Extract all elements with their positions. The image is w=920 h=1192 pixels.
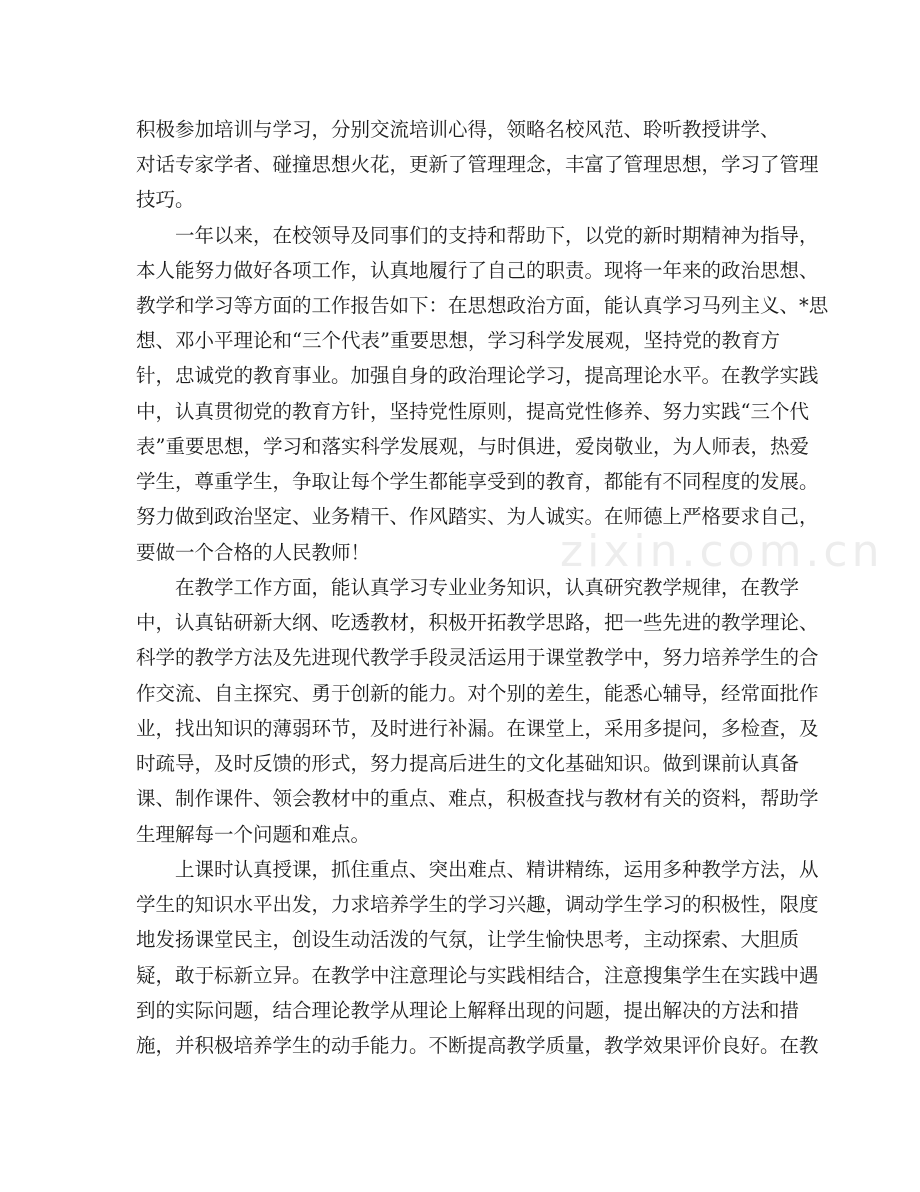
text-line: 积极参加培训与学习，分别交流培训心得，领略名校风范、聆听教授讲学、 [136,118,780,141]
text-line: 针，忠诚党的教育事业。加强自身的政治理论学习，提高理论水平。在教学实践 [136,364,819,387]
text-line: 本人能努力做好各项工作，认真地履行了自己的职责。现将一年来的政治思想、 [136,259,819,282]
text-line: 生理解每一个问题和难点。 [136,823,371,846]
text-line: 要做一个合格的人民教师！ [136,541,371,564]
text-line: 一年以来，在校领导及同事们的支持和帮助下，以党的新时期精神为指导， [175,224,819,247]
text-line: 学生的知识水平出发，力求培养学生的学习兴趣，调动学生学习的积极性，限度 [136,893,819,916]
text-line: 时疏导，及时反馈的形式，努力提高后进生的文化基础知识。做到课前认真备 [136,752,800,775]
text-line: 表”重要思想，学习和落实科学发展观，与时俱进，爱岗敬业，为人师表，热爱 [136,435,809,458]
text-line: 施，并积极培养学生的动手能力。不断提高教学质量，教学效果评价良好。在教 [136,1034,819,1057]
text-line: 业，找出知识的薄弱环节，及时进行补漏。在课堂上，采用多提问，多检查，及 [136,717,819,740]
text-line: 想、邓小平理论和“三个代表”重要思想，学习科学发展观，坚持党的教育方 [136,329,780,352]
text-line: 教学和学习等方面的工作报告如下：在思想政治方面，能认真学习马列主义、*思 [136,294,829,317]
text-line: 对话专家学者、碰撞思想火花，更新了管理理念，丰富了管理思想，学习了管理 [136,153,819,176]
text-line: 在教学工作方面，能认真学习专业业务知识，认真研究教学规律，在教学 [175,576,800,599]
text-line: 中，认真贯彻党的教育方针，坚持党性原则，提高党性修养、努力实践“三个代 [136,400,809,423]
text-line: 地发扬课堂民主，创设生动活泼的气氛，让学生愉快思考，主动探索、大胆质 [136,928,800,951]
text-line [136,1063,776,1099]
text-line: 上课时认真授课，抓住重点、突出难点、精讲精练，运用多种教学方法，从 [175,858,819,881]
watermark: zixin.com.cn [560,526,884,577]
text-line: 努力做到政治坚定、业务精干、作风踏实、为人诚实。在师德上严格要求自己， [136,505,819,528]
text-line: 作交流、自主探究、勇于创新的能力。对个别的差生，能悉心辅导，经常面批作 [136,682,819,705]
text-line: 到的实际问题，结合理论教学从理论上解释出现的问题，提出解决的方法和措 [136,999,800,1022]
text-line: 学生，尊重学生，争取让每个学生都能享受到的教育，都能有不同程度的发展。 [136,470,819,493]
text-line: 科学的教学方法及先进现代教学手段灵活运用于课堂教学中，努力培养学生的合 [136,646,819,669]
text-line: 中，认真钻研新大纲、吃透教材，积极开拓教学思路，把一些先进的教学理论、 [136,611,819,634]
text-line: 课、制作课件、领会教材中的重点、难点，积极查找与教材有关的资料，帮助学 [136,787,819,810]
text-line: 技巧。 [136,188,195,211]
text-line: 疑，敢于标新立异。在教学中注意理论与实践相结合，注意搜集学生在实践中遇 [136,964,819,987]
